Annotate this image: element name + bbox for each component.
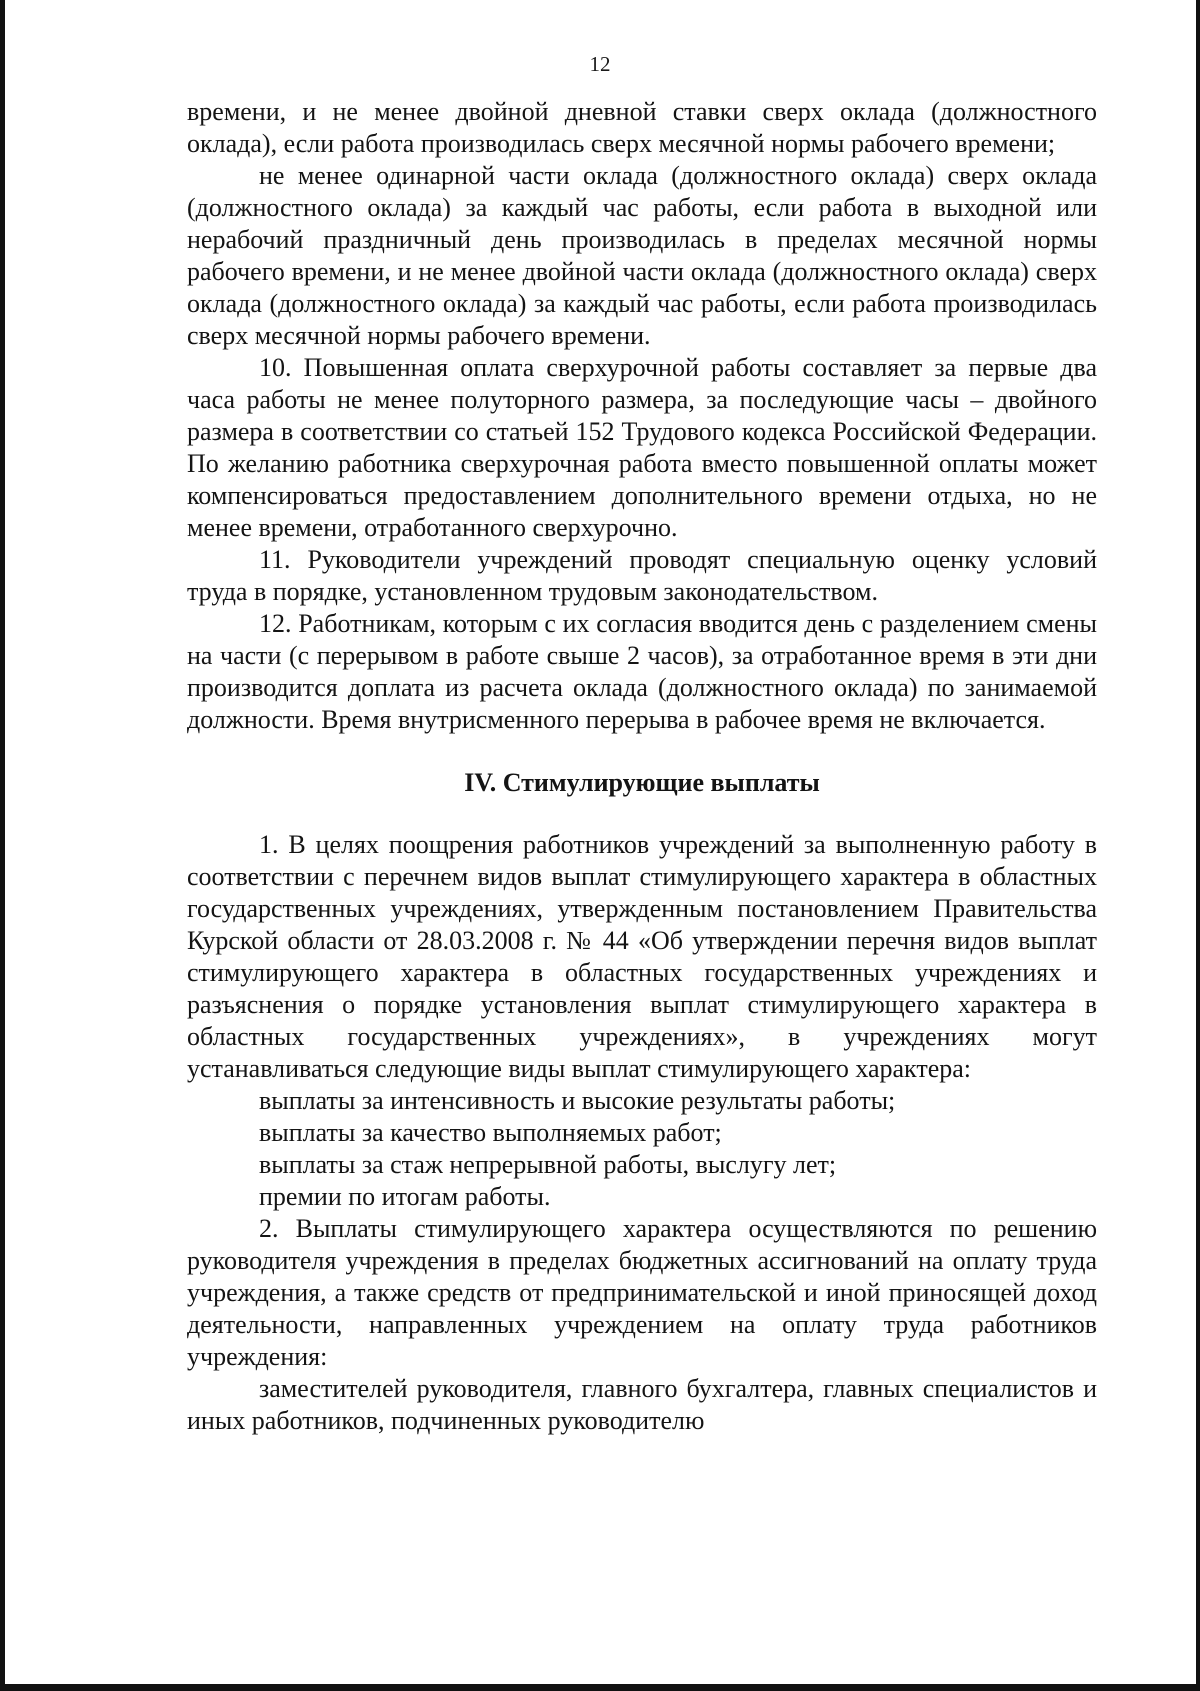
paragraph-item-2: 2. Выплаты стимулирующего характера осуществляются по решению руководителя учреждения в пределах бюджетных ассигнований на оплату труда учреждения, а также средств от предпринимательской и иной приносящей доход деятельности, направленных учреждением на оплату труда работников учреждения: bbox=[187, 1214, 1097, 1371]
paragraph-item-1: 1. В целях поощрения работников учреждений за выполненную работу в соответствии с перечнем видов выплат стимулирующего характера в областных государственных учреждениях, утвержденным постановлением Правительства Курской области от 28.03.2008 г. № 44 «Об утверждении перечня видов выплат стимулирующего характера в областных государственных учреждениях и разъяснения о порядке установления выплат стимулирующего характера в областных государственных учреждениях», в учреждениях могут устанавливаться следующие виды выплат стимулирующего характера: bbox=[187, 830, 1097, 1083]
scan-edge-bottom bbox=[0, 1684, 1200, 1691]
paragraph-item-11: 11. Руководители учреждений проводят специальную оценку условий труда в порядке, установленном трудовым законодательством. bbox=[187, 545, 1097, 606]
page-number: 12 bbox=[589, 52, 611, 76]
list-item: выплаты за стаж непрерывной работы, выслугу лет; bbox=[259, 1150, 837, 1179]
paragraph: времени, и не менее двойной дневной ставки сверх оклада (должностного оклада), если работа производилась сверх месячной нормы рабочего времени; bbox=[187, 97, 1097, 158]
list-item: премии по итогам работы. bbox=[259, 1182, 551, 1211]
paragraph-item-12: 12. Работникам, которым с их согласия вводится день с разделением смены на части (с перерывом в работе свыше 2 часов), за отработанное время в эти дни производится доплата из расчета оклада (должностного оклада) по занимаемой должности. Время внутрисменного перерыва в рабочее время не включается. bbox=[187, 609, 1097, 734]
paragraph-item-10: 10. Повышенная оплата сверхурочной работы составляет за первые два часа работы не менее полуторного размера, за последующие часы – двойного размера в соответствии со статьей 152 Трудового кодекса Российской Федерации. По желанию работника сверхурочная работа вместо повышенной оплаты может компенсироваться предоставлением дополнительного времени отдыха, но не менее времени, отработанного сверхурочно. bbox=[187, 353, 1097, 542]
paragraph: заместителей руководителя, главного бухгалтера, главных специалистов и иных работников, подчиненных руководителю bbox=[187, 1374, 1097, 1435]
scan-edge-left bbox=[0, 0, 5, 1691]
list-item: выплаты за интенсивность и высокие результаты работы; bbox=[259, 1086, 896, 1115]
scan-edge-right bbox=[1196, 0, 1200, 1691]
list-item: выплаты за качество выполняемых работ; bbox=[259, 1118, 722, 1147]
document-body bbox=[187, 96, 1097, 1437]
section-heading: IV. Стимулирующие выплаты bbox=[464, 768, 820, 797]
paragraph: не менее одинарной части оклада (должностного оклада) сверх оклада (должностного оклада) за каждый час работы, если работа в выходной или нерабочий праздничный день производилась в пределах месячной нормы рабочего времени, и не менее двойной части оклада (должностного оклада) сверх оклада (должностного оклада) за каждый час работы, если работа производилась сверх месячной нормы рабочего времени. bbox=[187, 161, 1097, 350]
